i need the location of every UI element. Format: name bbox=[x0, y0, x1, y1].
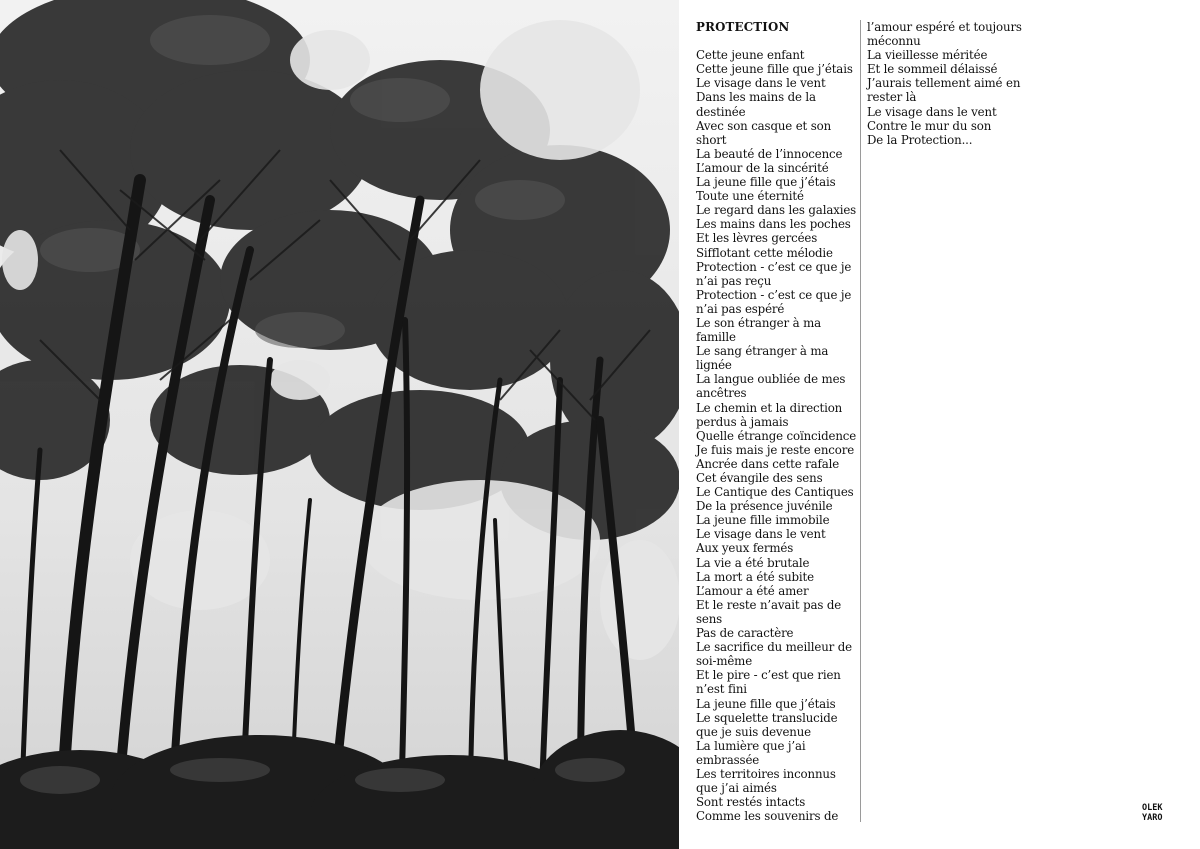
poem-line: Ancrée dans cette rafale bbox=[696, 456, 840, 471]
poem-line: Et le reste n’avait pas de bbox=[696, 597, 842, 612]
poem-line: Le visage dans le vent bbox=[867, 104, 997, 119]
poem-line: embrassée bbox=[696, 752, 760, 767]
poem-line: Le chemin et la direction bbox=[696, 400, 843, 415]
poem-line: rester là bbox=[867, 90, 917, 105]
poem-line: De la Protection... bbox=[867, 132, 973, 147]
poem-lines-column-1 bbox=[696, 48, 858, 823]
poem-line: famille bbox=[696, 330, 736, 345]
poem-line: Dans les mains de la bbox=[696, 90, 816, 105]
poem-line: Et le pire - c’est que rien bbox=[696, 668, 841, 683]
poem-line: Sont restés intacts bbox=[696, 795, 806, 810]
poem-line: La langue oubliée de mes bbox=[696, 372, 846, 387]
poem-line: La mort a été subite bbox=[696, 569, 814, 584]
poem-line: lignée bbox=[696, 358, 732, 373]
poem-line: La jeune fille que j’étais bbox=[696, 696, 836, 711]
poem-line: La vie a été brutale bbox=[696, 555, 810, 570]
poem-line: Les territoires inconnus bbox=[696, 766, 836, 781]
poem-line: soi-même bbox=[696, 654, 753, 669]
poem-lines-column-2 bbox=[867, 20, 1032, 147]
poem-line: Quelle étrange coïncidence bbox=[696, 428, 857, 443]
poem-line: De la présence juvénile bbox=[696, 499, 833, 514]
poem-line: La jeune fille que j’étais bbox=[696, 175, 836, 190]
poem-line: Le regard dans les galaxies bbox=[696, 203, 857, 218]
poem-line: Je fuis mais je reste encore bbox=[696, 442, 855, 457]
poem-line: Pas de caractère bbox=[696, 626, 794, 641]
poem-line: méconnu bbox=[867, 34, 921, 49]
poem-line: que je suis devenue bbox=[696, 724, 812, 739]
poem-line: J’aurais tellement aimé en bbox=[867, 76, 1021, 91]
poem-line: Le visage dans le vent bbox=[696, 76, 826, 91]
poem-column-2 bbox=[867, 20, 1032, 147]
poem-column-1 bbox=[696, 20, 858, 823]
poem-line: Les mains dans les poches bbox=[696, 217, 851, 232]
poem-title: PROTECTION bbox=[696, 20, 790, 34]
poem-line: Le sacrifice du meilleur de bbox=[696, 640, 852, 655]
poem-line: Le son étranger à ma bbox=[696, 315, 821, 330]
poem-line: Cet évangile des sens bbox=[696, 471, 823, 485]
column-divider bbox=[860, 20, 861, 822]
poem-line: La lumière que j’ai bbox=[696, 738, 806, 753]
poem-line: Toute une éternité bbox=[696, 189, 804, 204]
poem-line: Le Cantique des Cantiques bbox=[696, 485, 854, 500]
poem-line: Avec son casque et son bbox=[696, 118, 832, 133]
poem-line: Protection - c’est ce que je bbox=[696, 287, 852, 302]
poem-line: perdus à jamais bbox=[696, 414, 789, 429]
poem-line: Le visage dans le vent bbox=[696, 527, 826, 542]
poem-line: destinée bbox=[696, 104, 746, 119]
poem-line: La beauté de l’innocence bbox=[696, 146, 843, 161]
poem-line: Le sang étranger à ma bbox=[696, 344, 829, 359]
poem-line: Cette jeune fille que j’étais bbox=[696, 62, 853, 77]
author-signature bbox=[1142, 803, 1162, 823]
poem-line: Sifflotant cette mélodie bbox=[696, 245, 833, 260]
poem-line: n’ai pas espéré bbox=[696, 301, 785, 316]
poem-line: Et le sommeil délaissé bbox=[867, 62, 998, 77]
poem-line: n’ai pas reçu bbox=[696, 273, 772, 288]
poem-line: Le squelette translucide bbox=[696, 710, 838, 725]
poem-line: L’amour de la sincérité bbox=[696, 160, 829, 175]
signature-line-1: OLEK bbox=[1142, 803, 1163, 813]
poem-line: Contre le mur du son bbox=[867, 118, 992, 133]
poem-line: que j’ai aimés bbox=[696, 781, 777, 796]
poem-line: short bbox=[696, 132, 727, 147]
poem-line: l’amour espéré et toujours bbox=[867, 20, 1022, 34]
poem-line: L’amour a été amer bbox=[696, 583, 809, 598]
signature-line-2: YARO bbox=[1142, 813, 1163, 823]
poem-line: Et les lèvres gercées bbox=[696, 231, 818, 246]
poem-line: Protection - c’est ce que je bbox=[696, 259, 852, 274]
poem-line: Cette jeune enfant bbox=[696, 48, 805, 63]
poem-line: Comme les souvenirs de bbox=[696, 809, 839, 824]
poem-line: n’est fini bbox=[696, 682, 747, 697]
poem-line: ancêtres bbox=[696, 386, 747, 401]
poem-line: La vieillesse méritée bbox=[867, 48, 988, 63]
poem-line: sens bbox=[696, 611, 723, 626]
poem-line: La jeune fille immobile bbox=[696, 513, 830, 528]
poem-line: Aux yeux fermés bbox=[696, 541, 794, 556]
